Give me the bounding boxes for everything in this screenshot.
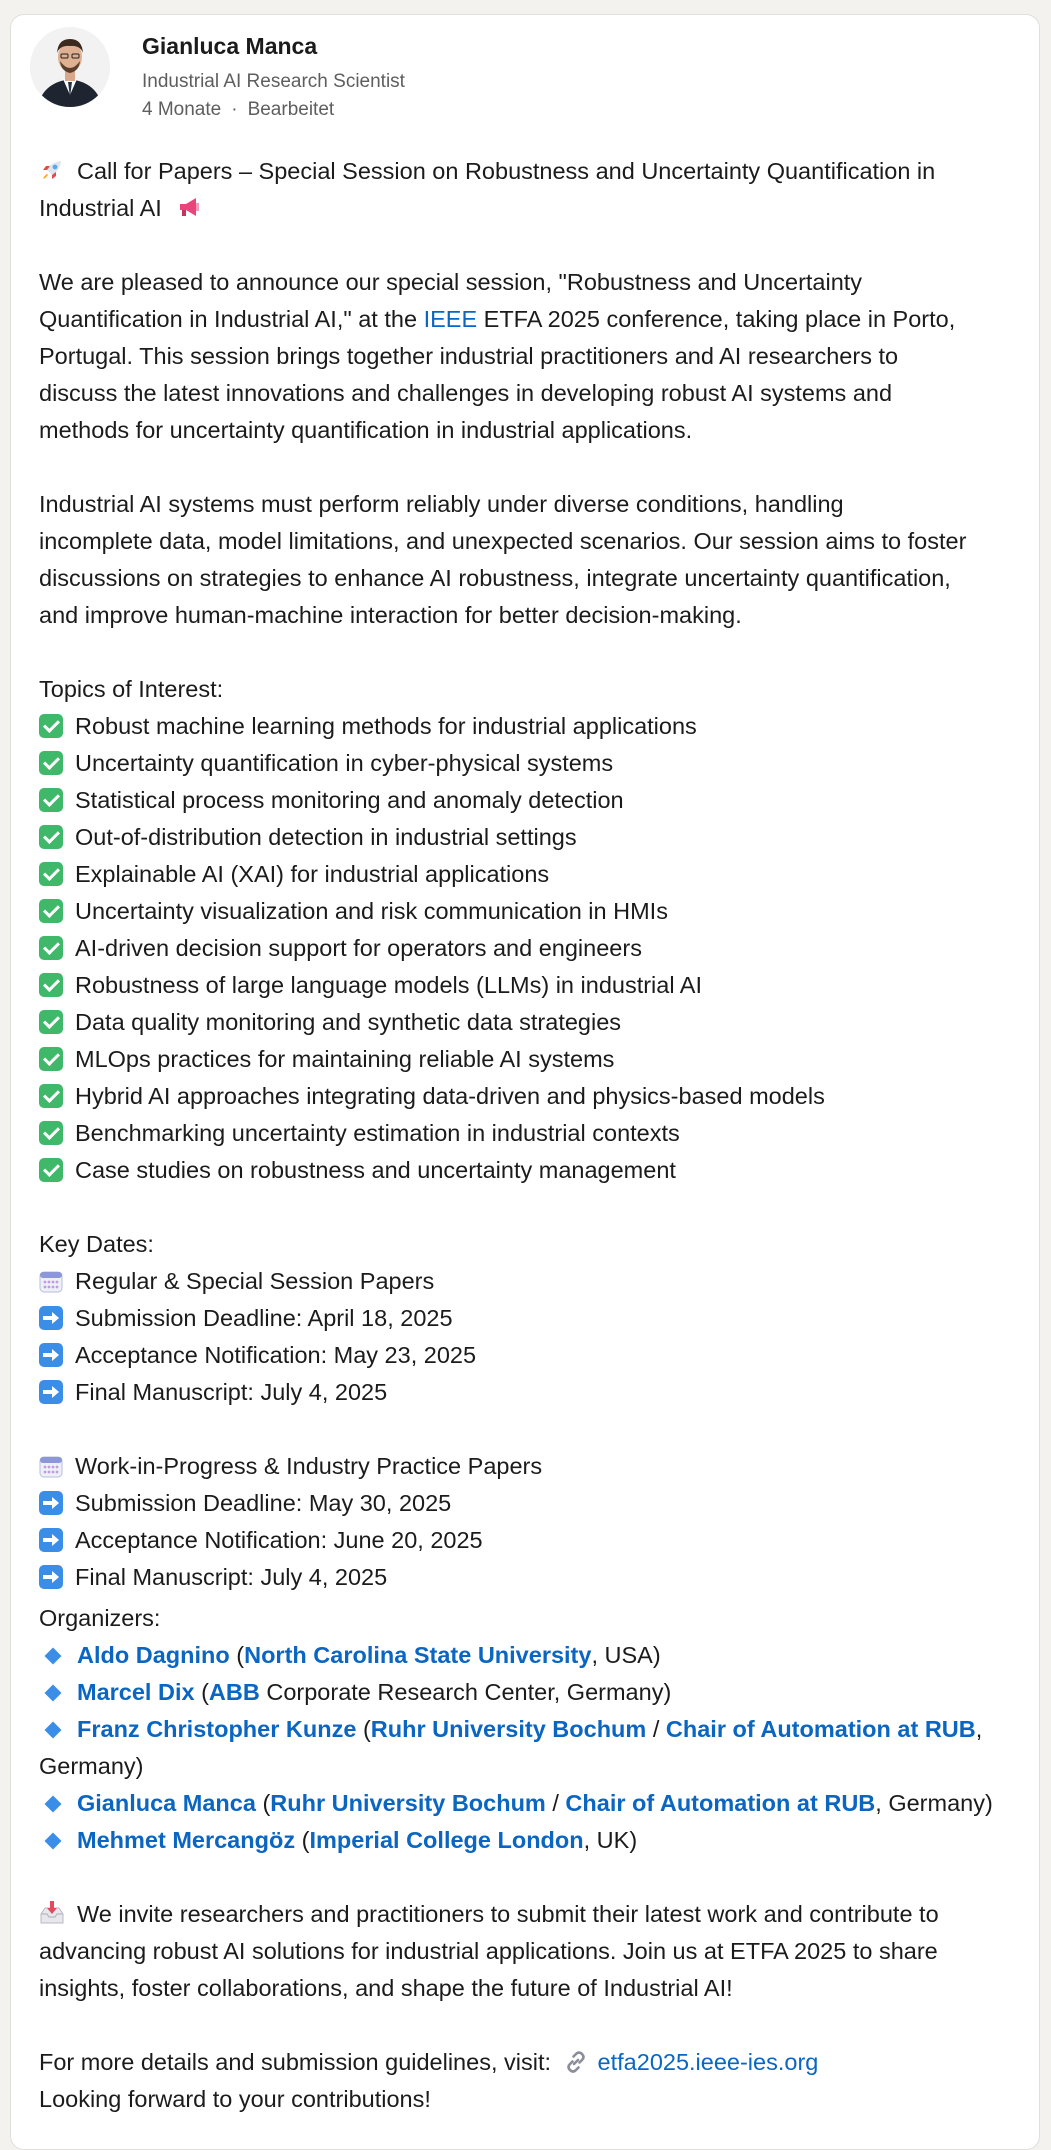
megaphone-icon	[176, 194, 202, 220]
author-name[interactable]: Gianluca Manca	[142, 33, 318, 59]
topic-text: Uncertainty visualization and risk communication in HMIs	[75, 898, 668, 924]
avatar[interactable]	[30, 27, 110, 107]
p2-line-2: incomplete data, model limitations, and unexpected scenarios. Our session aims to foster	[39, 528, 967, 554]
topic-text: AI-driven decision support for operators and engineers	[75, 935, 642, 961]
diamond-icon	[45, 1685, 62, 1702]
organizer-tail: , USA)	[591, 1642, 661, 1668]
topics-heading: Topics of Interest:	[39, 676, 224, 702]
author-info	[142, 27, 405, 121]
dates-group-2-label: Work-in-Progress & Industry Practice Papers	[75, 1453, 543, 1479]
topic-item	[39, 745, 1039, 782]
intro-text-2: Industrial AI	[39, 195, 162, 221]
date-text: Submission Deadline: April 18, 2025	[75, 1305, 453, 1331]
intro-line-2	[39, 190, 1039, 227]
dates-heading: Key Dates:	[39, 1231, 154, 1257]
p1-line-3: Portugal. This session brings together industrial practitioners and AI researchers to	[39, 343, 899, 369]
check-icon	[39, 1047, 63, 1071]
post-meta	[142, 99, 405, 121]
signoff-line: Looking forward to your contributions!	[39, 2086, 431, 2112]
topic-text: Explainable AI (XAI) for industrial applications	[75, 861, 550, 887]
organizer-item	[39, 1637, 1039, 1674]
organizer-item-wrap: Germany)	[39, 1753, 144, 1779]
organizer-item	[39, 1785, 1039, 1822]
p1-line-5: methods for uncertainty quantification in industrial applications.	[39, 417, 693, 443]
organizer-tail: Corporate Research Center, Germany)	[259, 1679, 672, 1705]
check-icon	[39, 1121, 63, 1145]
slash: /	[646, 1716, 666, 1742]
paren: (	[295, 1827, 310, 1853]
topic-item	[39, 708, 1039, 745]
arrow-right-icon	[39, 1565, 63, 1589]
date-text: Acceptance Notification: May 23, 2025	[75, 1342, 477, 1368]
slash: /	[545, 1790, 566, 1816]
p1-line-2-b: ETFA 2025 conference, taking place in Porto,	[477, 306, 956, 332]
p1-line-4: discuss the latest innovations and challenges in developing robust AI systems and	[39, 380, 893, 406]
topic-text: Robustness of large language models (LLMs) in industrial AI	[75, 972, 703, 998]
date-item	[39, 1485, 1039, 1522]
topic-item	[39, 819, 1039, 856]
avatar-image	[30, 27, 110, 107]
diamond-icon	[45, 1833, 62, 1850]
organizer-name-link[interactable]: Marcel Dix	[77, 1679, 195, 1705]
paren: (	[356, 1716, 371, 1742]
date-text: Final Manuscript: July 4, 2025	[75, 1564, 388, 1590]
paren: (	[255, 1790, 271, 1816]
organizer-tail: , UK)	[583, 1827, 638, 1853]
intro-line	[39, 153, 1039, 190]
diamond-icon	[45, 1648, 62, 1665]
diamond-icon	[45, 1722, 62, 1739]
arrow-right-icon	[39, 1306, 63, 1330]
check-icon	[39, 973, 63, 997]
check-icon	[39, 862, 63, 886]
topic-text: Out-of-distribution detection in industrial settings	[75, 824, 577, 850]
organizers-heading: Organizers:	[39, 1605, 161, 1631]
calendar-icon	[39, 1454, 63, 1478]
arrow-right-icon	[39, 1491, 63, 1515]
organizer-item	[39, 1711, 1039, 1748]
organizer-org-link[interactable]: Ruhr University Bochum	[370, 1716, 647, 1742]
details-line	[39, 2044, 1039, 2081]
date-item	[39, 1300, 1039, 1337]
topic-text: Case studies on robustness and uncertainty management	[75, 1157, 676, 1183]
check-icon	[39, 1158, 63, 1182]
dates-group-2-title	[39, 1448, 1039, 1485]
check-icon	[39, 899, 63, 923]
details-text: For more details and submission guidelines, visit:	[39, 2049, 552, 2075]
inbox-tray-icon	[39, 1900, 65, 1926]
organizer-name-link[interactable]: Aldo Dagnino	[77, 1642, 230, 1668]
topic-item	[39, 967, 1039, 1004]
topic-item	[39, 1152, 1039, 1189]
organizer-item	[39, 1822, 1039, 1859]
p2-line-3: discussions on strategies to enhance AI robustness, integrate uncertainty quantification,	[39, 565, 951, 591]
topic-text: Benchmarking uncertainty estimation in industrial contexts	[75, 1120, 680, 1146]
p1-line-1: We are pleased to announce our special session, "Robustness and Uncertainty	[39, 269, 863, 295]
post-age: 4 Monate	[142, 99, 222, 120]
p2-line-1: Industrial AI systems must perform reliably under diverse conditions, handling	[39, 491, 844, 517]
author-headline: Industrial AI Research Scientist	[142, 71, 405, 92]
etfa-website-link[interactable]: etfa2025.ieee-ies.org	[597, 2049, 819, 2075]
p1-line-2	[39, 301, 1039, 338]
organizer-item	[39, 1674, 1039, 1711]
topic-item	[39, 1041, 1039, 1078]
link-icon	[564, 2050, 588, 2074]
organizer-org-link[interactable]: Chair of Automation at RUB	[665, 1716, 976, 1742]
calendar-icon	[39, 1269, 63, 1293]
topic-text: Robust machine learning methods for industrial applications	[75, 713, 697, 739]
dates-group-1-label: Regular & Special Session Papers	[75, 1268, 435, 1294]
closing-line-1	[39, 1896, 1039, 1933]
organizer-org-link[interactable]: Ruhr University Bochum	[270, 1790, 546, 1816]
date-text: Final Manuscript: July 4, 2025	[75, 1379, 388, 1405]
dates-group-1-title	[39, 1263, 1039, 1300]
paren: (	[229, 1642, 245, 1668]
topic-text: Uncertainty quantification in cyber-physical systems	[75, 750, 614, 776]
organizer-org-link[interactable]: ABB	[208, 1679, 260, 1705]
meta-separator: ·	[231, 99, 238, 120]
check-icon	[39, 788, 63, 812]
arrow-right-icon	[39, 1528, 63, 1552]
organizer-name-link[interactable]: Mehmet Mercangöz	[77, 1827, 296, 1853]
intro-text: Call for Papers – Special Session on Robustness and Uncertainty Quantification in	[77, 158, 936, 184]
check-icon	[39, 825, 63, 849]
topic-item	[39, 1004, 1039, 1041]
organizer-tail: , Germany)	[875, 1790, 993, 1816]
paren: (	[194, 1679, 209, 1705]
p1-line-2-a: Quantification in Industrial AI," at the	[39, 306, 424, 332]
post-body	[39, 153, 1039, 2118]
topic-item	[39, 893, 1039, 930]
date-text: Submission Deadline: May 30, 2025	[75, 1490, 452, 1516]
edited-label: Bearbeitet	[247, 99, 335, 120]
closing-line-2: advancing robust AI solutions for industrial applications. Join us at ETFA 2025 to share	[39, 1938, 938, 1964]
topic-item	[39, 930, 1039, 967]
organizer-name-link[interactable]: Franz Christopher Kunze	[77, 1716, 357, 1742]
organizer-org-link[interactable]: Chair of Automation at RUB	[565, 1790, 876, 1816]
date-item	[39, 1522, 1039, 1559]
topic-text: Hybrid AI approaches integrating data-driven and physics-based models	[75, 1083, 825, 1109]
date-item	[39, 1337, 1039, 1374]
check-icon	[39, 1010, 63, 1034]
ieee-link[interactable]: IEEE	[423, 306, 478, 332]
check-icon	[39, 1084, 63, 1108]
check-icon	[39, 751, 63, 775]
topic-text: Data quality monitoring and synthetic data strategies	[75, 1009, 622, 1035]
arrow-right-icon	[39, 1343, 63, 1367]
closing-text-1: We invite researchers and practitioners to submit their latest work and contribute to	[77, 1901, 939, 1927]
topic-item	[39, 856, 1039, 893]
organizer-org-link[interactable]: North Carolina State University	[244, 1642, 592, 1668]
check-icon	[39, 714, 63, 738]
post-header	[30, 27, 405, 121]
closing-line-3: insights, foster collaborations, and shape the future of Industrial AI!	[39, 1975, 733, 2001]
diamond-icon	[45, 1796, 62, 1813]
topic-item	[39, 1115, 1039, 1152]
topic-item	[39, 1078, 1039, 1115]
topic-text: Statistical process monitoring and anomaly detection	[75, 787, 624, 813]
arrow-right-icon	[39, 1380, 63, 1404]
check-icon	[39, 936, 63, 960]
topic-item	[39, 782, 1039, 819]
date-item	[39, 1559, 1039, 1596]
organizer-name-link[interactable]: Gianluca Manca	[77, 1790, 256, 1816]
topic-text: MLOps practices for maintaining reliable AI systems	[75, 1046, 615, 1072]
rocket-icon	[39, 157, 65, 183]
organizer-tail: ,	[975, 1716, 983, 1742]
date-text: Acceptance Notification: June 20, 2025	[75, 1527, 483, 1553]
organizer-org-link[interactable]: Imperial College London	[309, 1827, 584, 1853]
p2-line-4: and improve human-machine interaction for better decision-making.	[39, 602, 742, 628]
date-item	[39, 1374, 1039, 1411]
